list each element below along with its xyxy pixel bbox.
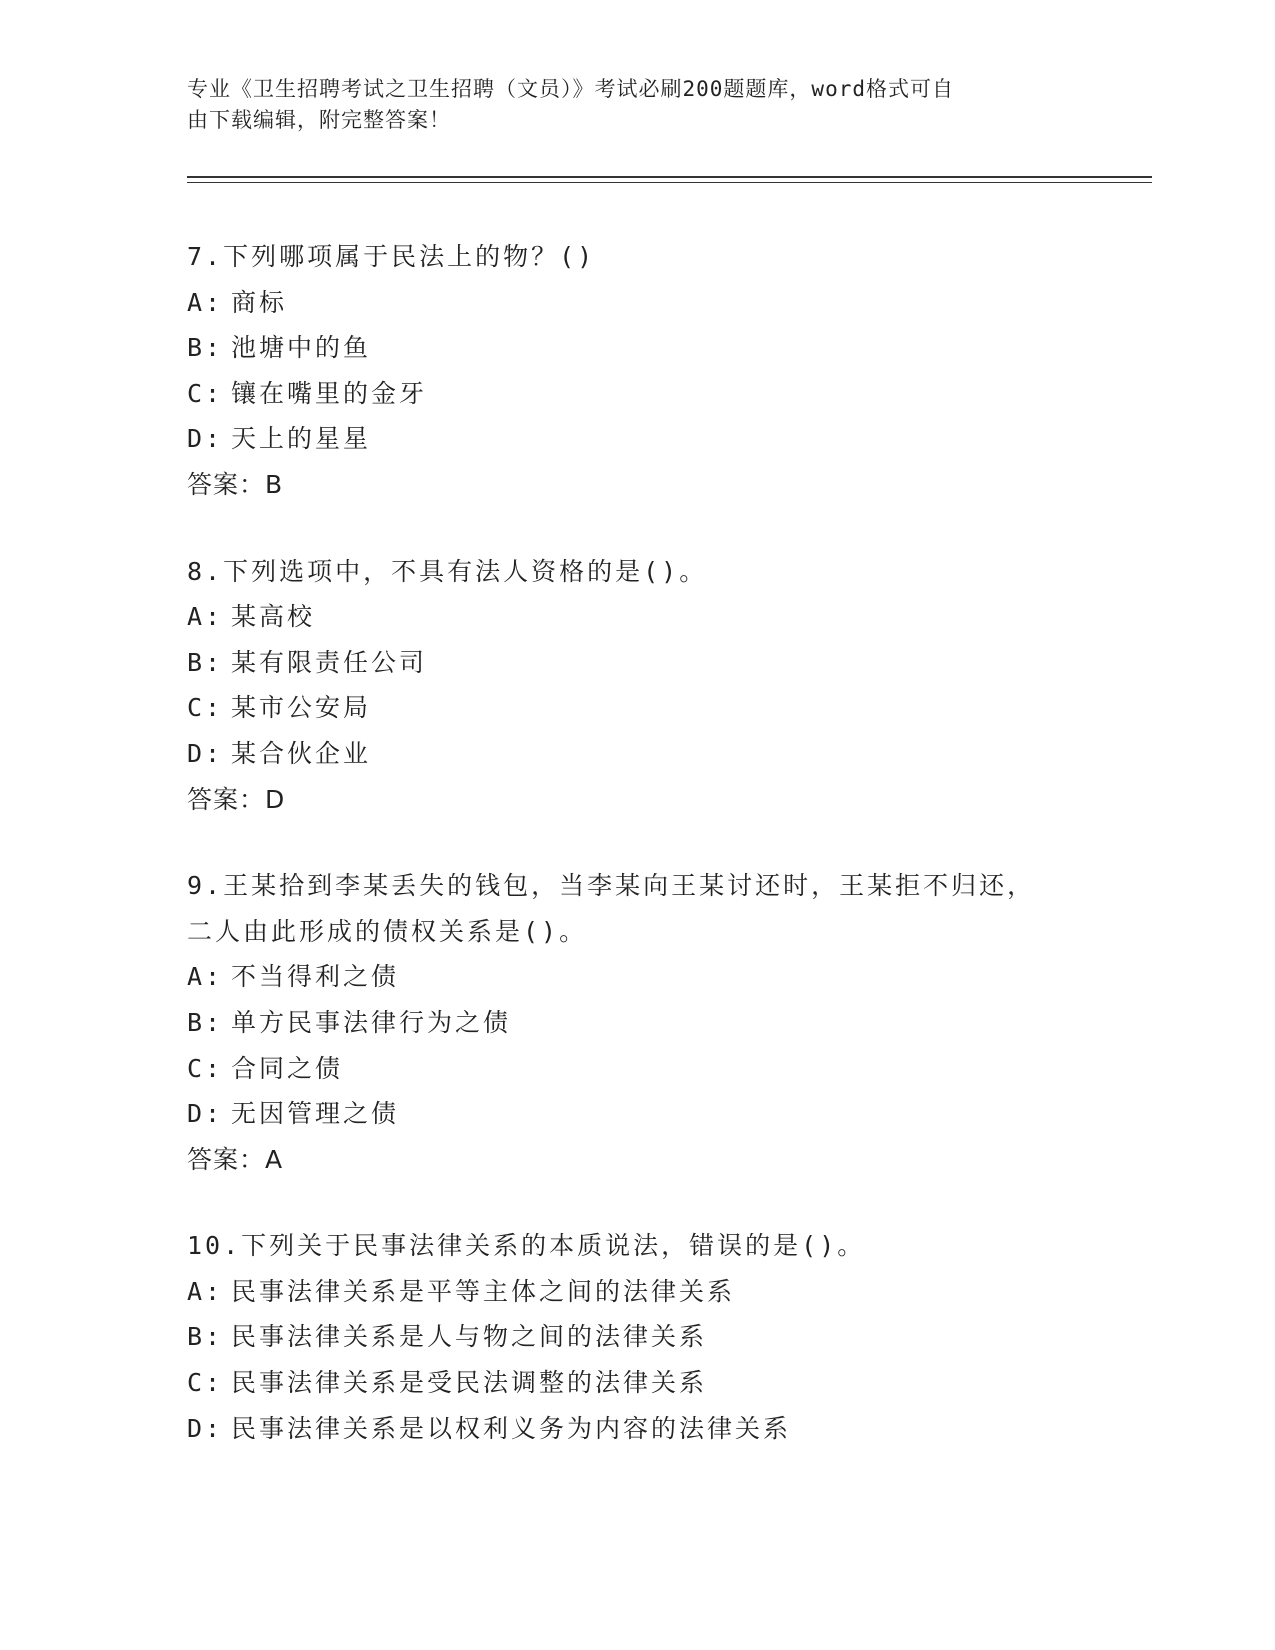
question-text: 下列关于民事法律关系的本质说法，错误的是()。 [241, 1231, 866, 1261]
option-d [187, 731, 1107, 777]
option-text: 某市公安局 [231, 693, 372, 723]
option-text: 镶在嘴里的金牙 [231, 378, 428, 408]
option-text: 不当得利之债 [231, 962, 400, 992]
option-key: C: [187, 1368, 224, 1398]
option-key: B: [187, 1007, 224, 1037]
option-key: A: [187, 1276, 224, 1306]
header-line-2: 由下载编辑，附完整答案！ [187, 108, 451, 132]
header-divider-thin [187, 182, 1152, 183]
option-a [187, 280, 1107, 326]
answer-value: B [265, 469, 284, 499]
option-key: D: [187, 738, 224, 768]
question-stem [187, 234, 1107, 280]
question-number: 10. [187, 1231, 242, 1261]
option-text: 民事法律关系是受民法调整的法律关系 [231, 1368, 708, 1398]
option-key: A: [187, 287, 224, 317]
option-key: C: [187, 1053, 224, 1083]
header-line-1: 专业《卫生招聘考试之卫生招聘（文员）》考试必刷200题题库，word格式可自 [187, 77, 954, 101]
option-c [187, 685, 1107, 731]
question-number: 9. [187, 871, 224, 901]
question-stem [187, 549, 1107, 595]
option-key: D: [187, 1099, 224, 1129]
option-d [187, 1406, 1107, 1452]
option-text: 单方民事法律行为之债 [231, 1007, 512, 1037]
answer-label: 答案： [187, 1144, 266, 1174]
option-text: 某高校 [231, 602, 316, 632]
option-d [187, 416, 1107, 462]
option-d [187, 1091, 1107, 1137]
option-c [187, 1360, 1107, 1406]
answer-value: A [265, 1144, 284, 1174]
option-key: D: [187, 1413, 224, 1443]
question-number: 7. [187, 242, 224, 271]
question-number: 8. [187, 556, 224, 586]
option-b [187, 640, 1107, 686]
option-c [187, 371, 1107, 417]
option-c [187, 1046, 1107, 1092]
option-text: 某合伙企业 [231, 738, 372, 768]
option-a [187, 1269, 1107, 1315]
option-text: 合同之债 [231, 1053, 344, 1083]
answer-line [187, 462, 1107, 508]
question-list [187, 234, 1107, 1492]
option-text: 无因管理之债 [231, 1099, 400, 1129]
question-text: 下列哪项属于民法上的物？() [223, 242, 596, 271]
question-10 [187, 1223, 1107, 1451]
question-text: 王某拾到李某丢失的钱包，当李某向王某讨还时，王某拒不归还， [223, 871, 1036, 901]
answer-line [187, 777, 1107, 823]
question-8 [187, 549, 1107, 823]
option-text: 民事法律关系是平等主体之间的法律关系 [231, 1276, 736, 1306]
option-key: A: [187, 602, 224, 632]
option-b [187, 325, 1107, 371]
answer-label: 答案： [187, 784, 266, 814]
header-divider-thick [187, 176, 1152, 178]
question-text: 下列选项中，不具有法人资格的是()。 [223, 556, 708, 586]
document-header [187, 74, 1067, 136]
answer-value: D [265, 784, 286, 814]
answer-label: 答案： [187, 469, 266, 499]
option-text: 某有限责任公司 [231, 647, 428, 677]
option-key: B: [187, 1322, 224, 1352]
option-b [187, 1314, 1107, 1360]
option-key: A: [187, 962, 224, 992]
question-stem [187, 1223, 1107, 1269]
option-key: B: [187, 333, 224, 363]
option-key: C: [187, 378, 224, 408]
answer-line [187, 1137, 1107, 1183]
option-a [187, 594, 1107, 640]
option-a [187, 954, 1107, 1000]
option-text: 民事法律关系是人与物之间的法律关系 [231, 1322, 708, 1352]
option-b [187, 1000, 1107, 1046]
option-text: 池塘中的鱼 [231, 333, 372, 363]
option-text: 商标 [231, 287, 288, 317]
question-stem [187, 863, 1107, 909]
option-key: D: [187, 424, 224, 454]
option-key: B: [187, 647, 224, 677]
question-9 [187, 863, 1107, 1182]
question-7 [187, 234, 1107, 508]
option-text: 天上的星星 [231, 424, 372, 454]
option-key: C: [187, 693, 224, 723]
question-stem-continued: 二人由此形成的债权关系是()。 [187, 916, 588, 946]
option-text: 民事法律关系是以权利义务为内容的法律关系 [231, 1413, 792, 1443]
